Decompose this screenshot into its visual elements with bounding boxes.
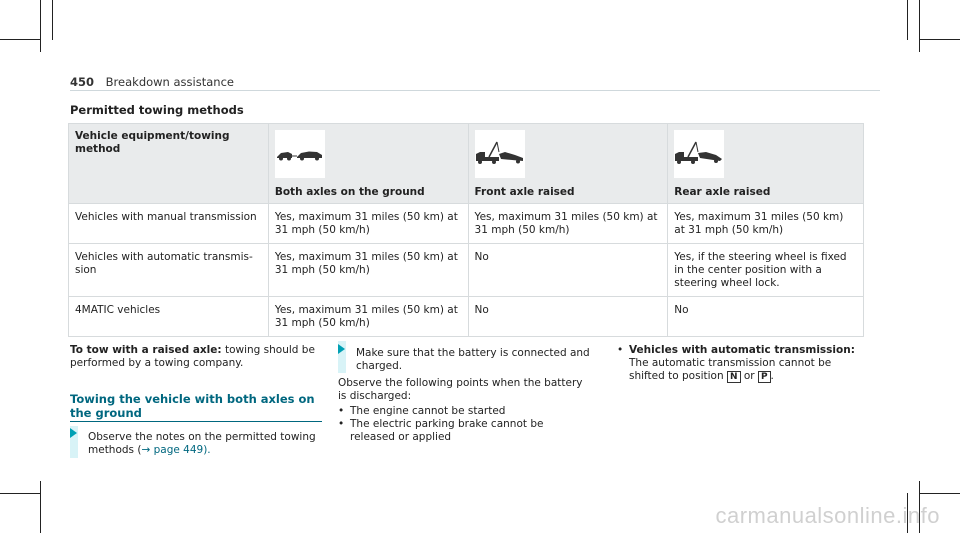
page-header: [70, 75, 234, 89]
subheading-both-axles: Towing the vehicle with both axles on the ground: [70, 392, 322, 422]
step-arrow-icon: [338, 344, 345, 354]
list-item: [617, 344, 865, 383]
table-cell: Yes, maximum 31 miles (50 km) at 31 mph (50 km/h): [268, 204, 468, 244]
step-text: Observe the notes on the permitted towing methods (: [88, 431, 316, 456]
column-header-rear-raised: [668, 124, 864, 204]
crop-mark: [0, 493, 40, 494]
automatic-transmission-note: [617, 344, 865, 383]
column-label: Rear axle raised: [674, 186, 771, 198]
tow-raised-text: towing should be performed by a towing company.: [70, 344, 315, 369]
section-title: Permitted towing methods: [70, 103, 244, 117]
step-observe-notes: [70, 428, 320, 457]
tow-raised-axle-paragraph: [70, 344, 320, 370]
table-row: [69, 244, 864, 297]
tow-truck-front-raised-icon: [475, 130, 525, 178]
crop-mark: [920, 493, 960, 494]
row-label: 4MATIC vehicles: [69, 297, 269, 337]
page-number: 450: [70, 75, 95, 89]
row-label: Vehicles with automatic transmis- sion: [69, 244, 269, 297]
table-cell: No: [668, 297, 864, 337]
page-reference-link[interactable]: → page 449).: [141, 444, 211, 456]
chapter-title: Breakdown assistance: [105, 75, 234, 89]
table-cell: Yes, maximum 31 miles (50 km) at 31 mph (50 km/h): [268, 297, 468, 337]
battery-observe-text: Observe the following points when the battery is discharged:: [338, 377, 583, 402]
table-cell: No: [468, 297, 668, 337]
tow-raised-lead: To tow with a raised axle:: [70, 344, 222, 356]
crop-mark: [52, 0, 53, 40]
gear-p-key: P: [758, 371, 771, 383]
list-item: • The electric parking brake cannot be released or applied: [338, 418, 565, 444]
step-arrow-icon: [70, 428, 77, 438]
tow-truck-rear-raised-icon: [674, 130, 724, 178]
table-row: [69, 204, 864, 244]
end-period: .: [770, 370, 774, 382]
battery-step-text: Make sure that the battery is connected and charged.: [356, 347, 590, 372]
column-header-both-axles: [268, 124, 468, 204]
header-divider: [70, 90, 880, 91]
row-label: Vehicles with manual transmission: [69, 204, 269, 244]
battery-step: [338, 344, 598, 444]
automatic-list: [617, 344, 865, 383]
gear-n-key: N: [727, 371, 741, 383]
crop-mark: [40, 481, 41, 533]
list-item: • The engine cannot be started: [338, 405, 598, 418]
column-label: Front axle raised: [474, 186, 575, 198]
crop-mark: [920, 39, 960, 40]
crop-mark: [919, 0, 920, 52]
table-header-row: [69, 124, 864, 204]
car-towed-behind-icon: [275, 130, 325, 178]
watermark: carmanualsonline.info: [715, 503, 940, 528]
table-row: [69, 297, 864, 337]
automatic-lead: Vehicles with automatic transmission:: [629, 344, 855, 356]
table-cell: Yes, maximum 31 miles (50 km) at 31 mph (50 km/h): [268, 244, 468, 297]
column-label: Both axles on the ground: [274, 186, 425, 198]
crop-mark: [0, 39, 40, 40]
crop-mark: [907, 0, 908, 40]
table-cell: Yes, maximum 31 miles (50 km) at 31 mph (50 km/h): [668, 204, 864, 244]
or-text: or: [743, 370, 755, 382]
table-cell: No: [468, 244, 668, 297]
column-header-front-raised: [468, 124, 668, 204]
table-cell: Yes, maximum 31 miles (50 km) at 31 mph (50 km/h): [468, 204, 668, 244]
crop-mark: [40, 0, 41, 52]
table-cell: Yes, if the steering wheel is fixed in the center position with a steering wheel lock.: [668, 244, 864, 297]
battery-bullet-list: [338, 405, 598, 444]
corner-header: Vehicle equipment/towing method: [69, 124, 269, 204]
automatic-text: The automatic transmission cannot be shifted to position: [629, 357, 832, 382]
towing-methods-table: [68, 123, 864, 337]
